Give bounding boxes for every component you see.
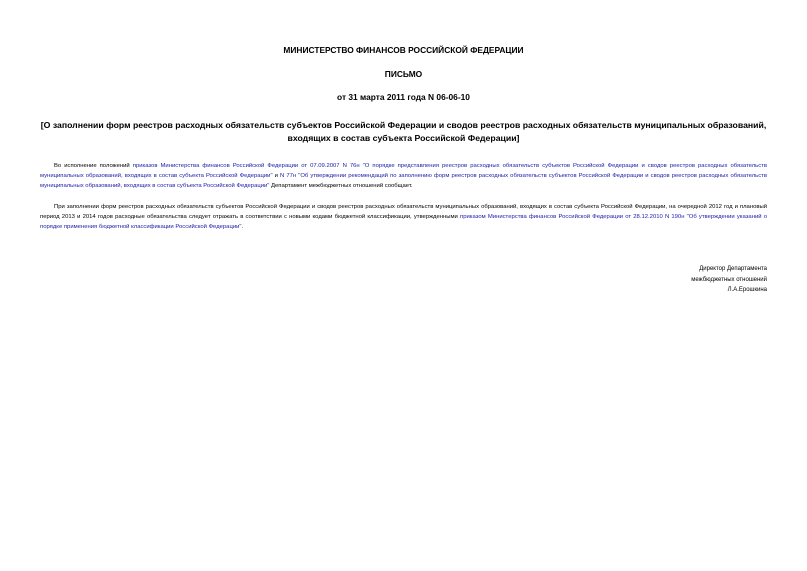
signature-department: межбюджетных отношений [691, 276, 767, 283]
ministry-title: МИНИСТЕРСТВО ФИНАНСОВ РОССИЙСКОЙ ФЕДЕРАЦИИ [283, 45, 524, 55]
signature-position: Директор Департамента [699, 266, 767, 272]
paragraph-1-text-1: Во исполнение положений [54, 163, 133, 169]
order-190n-link[interactable]: приказом Министерства финансов Российской Федерации от 28.12.2010 N 190н "Об утверждении указаний о порядке применения бюджетной классификации Российской Федерации" [40, 214, 767, 231]
paragraph-2-text-1: При заполнении форм реестров расходных обязательств субъектов Российской Федерации и сводов реестров расходных обязательств муниципальных образований, входящих в состав субъекта Российской Федерации, на очередной 2012 год и плановый период 2013 и 2014 годов расходные обязательства следует отражать в соответствии с новыми кодами бюджетной классификации, утвержденными [40, 204, 767, 221]
document-type: ПИСЬМО [384, 69, 423, 79]
document-date-number: от 31 марта 2011 года N 06-06-10 [337, 92, 470, 102]
paragraph-1 [40, 161, 767, 192]
document-subject: [О заполнении форм реестров расходных обязательств субъектов Российской Федерации и сводов реестров расходных обязательств муниципальных образований, входящих в состав субъекта Российской Федерации] [40, 120, 767, 143]
paragraph-2 [40, 202, 767, 233]
signature-block [567, 264, 767, 296]
order-77n-link[interactable]: N 77н "Об утверждении рекомендаций по заполнению форм реестров расходных обязательств субъектов Российской Федерации и сводов реестров расходных обязательств муниципальных образований, входящих в состав субъекта Российской Федерации" [40, 173, 767, 190]
paragraph-1-text-3: Департамент межбюджетных отношений сообщает. [269, 183, 413, 190]
paragraph-1-text-2: и [272, 173, 281, 180]
signature-name: Л.А.Ерошкина [727, 287, 767, 293]
order-76n-link[interactable]: приказов Министерства финансов Российской Федерации от 07.09.2007 N 76н "О порядке представления реестров расходных обязательств субъектов Российской Федерации и сводов реестров расходных обязательств муниципальных образований, входящих в состав субъекта Российской Федерации" [40, 163, 767, 180]
paragraph-2-text-2: . [241, 224, 244, 231]
